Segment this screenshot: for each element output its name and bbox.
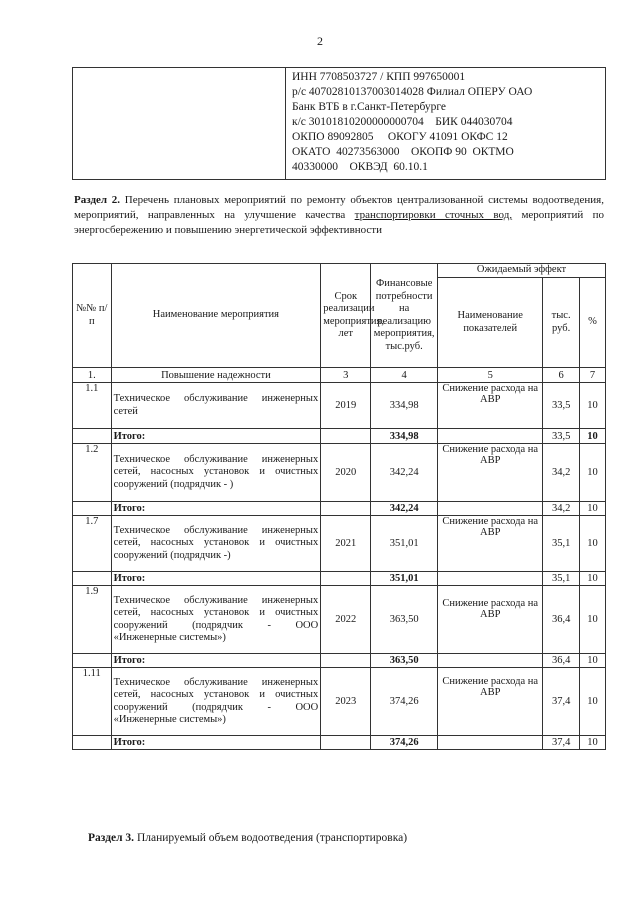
row-indicator: Снижение расхода на АВР <box>438 668 543 736</box>
index-cell: 4 <box>371 368 438 383</box>
total-effect: 34,2 <box>543 502 580 516</box>
bank-line: к/с 30101810200000000704 БИК 044030704 <box>292 116 513 128</box>
row-finance: 374,26 <box>371 668 438 736</box>
row-pct: 10 <box>579 668 605 736</box>
row-name: Техническое обслуживание инженерных сетей <box>111 383 321 429</box>
total-finance: 342,24 <box>371 502 438 516</box>
row-effect: 35,1 <box>543 516 580 572</box>
row-finance: 334,98 <box>371 383 438 429</box>
total-effect: 36,4 <box>543 654 580 668</box>
index-cell: 6 <box>543 368 580 383</box>
section2-text-before: Перечень плановых мероприятий по ремонту объектов централизованной системы водоотведения, мероприятий, направленных на улучшение качества <box>74 194 604 221</box>
total-label: Итого: <box>111 654 321 668</box>
bank-line: р/с 40702810137003014028 Филиал ОПЕРУ ОАО <box>292 86 533 98</box>
row-effect: 33,5 <box>543 383 580 429</box>
total-empty <box>73 502 112 516</box>
bank-line: 40330000 ОКВЭД 60.10.1 <box>292 161 428 173</box>
section2-text-after: мероприятий по энергосбережению и повышению энергетической эффективности <box>74 209 604 236</box>
row-name: Техническое обслуживание инженерных сетей, насосных установок и очистных сооружений (подрядчик -) <box>111 516 321 572</box>
total-label: Итого: <box>111 429 321 444</box>
index-cell: 5 <box>438 368 543 383</box>
row-finance: 351,01 <box>371 516 438 572</box>
bank-details-empty-cell <box>73 68 286 180</box>
row-num: 1.11 <box>73 668 112 736</box>
header-term: Срок реализации мероприятия, лет <box>321 264 371 368</box>
total-row <box>73 736 606 750</box>
section3-label: Раздел 3. <box>88 832 135 844</box>
table-row <box>73 444 606 502</box>
total-empty <box>73 654 112 668</box>
total-row <box>73 502 606 516</box>
row-name: Техническое обслуживание инженерных сетей, насосных установок и очистных сооружений (подрядчик - ООО «Инженерные системы») <box>111 586 321 654</box>
index-cell: Повышение надежности <box>111 368 321 383</box>
header-percent: % <box>579 278 605 368</box>
index-cell: 3 <box>321 368 371 383</box>
total-effect: 35,1 <box>543 572 580 586</box>
total-pct: 10 <box>579 654 605 668</box>
row-pct: 10 <box>579 516 605 572</box>
total-pct: 10 <box>579 736 605 750</box>
total-finance: 363,50 <box>371 654 438 668</box>
row-year: 2021 <box>321 516 371 572</box>
row-effect: 36,4 <box>543 586 580 654</box>
header-indicators: Наименование показателей <box>438 278 543 368</box>
total-empty <box>438 502 543 516</box>
total-pct: 10 <box>579 429 605 444</box>
index-cell: 1. <box>73 368 112 383</box>
index-cell: 7 <box>579 368 605 383</box>
total-empty <box>73 429 112 444</box>
total-row <box>73 572 606 586</box>
total-row <box>73 429 606 444</box>
total-pct: 10 <box>579 502 605 516</box>
total-effect: 33,5 <box>543 429 580 444</box>
table-row <box>73 586 606 654</box>
total-empty <box>73 572 112 586</box>
bank-line: Банк ВТБ в г.Санкт-Петербурге <box>292 101 447 113</box>
section2-label: Раздел 2. <box>74 194 121 206</box>
header-name: Наименование мероприятия <box>111 264 321 368</box>
total-label: Итого: <box>111 572 321 586</box>
total-label: Итого: <box>111 502 321 516</box>
row-finance: 342,24 <box>371 444 438 502</box>
total-label: Итого: <box>111 736 321 750</box>
total-finance: 334,98 <box>371 429 438 444</box>
section2-heading <box>74 193 604 238</box>
row-pct: 10 <box>579 586 605 654</box>
row-num: 1.7 <box>73 516 112 572</box>
table-row <box>73 668 606 736</box>
total-empty <box>438 654 543 668</box>
total-empty <box>438 736 543 750</box>
row-num: 1.2 <box>73 444 112 502</box>
row-pct: 10 <box>579 383 605 429</box>
row-year: 2023 <box>321 668 371 736</box>
row-year: 2020 <box>321 444 371 502</box>
row-name: Техническое обслуживание инженерных сетей, насосных установок и очистных сооружений (подрядчик - ) <box>111 444 321 502</box>
row-name: Техническое обслуживание инженерных сетей, насосных установок и очистных сооружений (подрядчик - ООО «Инженерные системы») <box>111 668 321 736</box>
section3-heading <box>88 832 407 844</box>
row-indicator: Снижение расхода на АВР <box>438 516 543 572</box>
row-year: 2022 <box>321 586 371 654</box>
total-finance: 374,26 <box>371 736 438 750</box>
section3-text: Планируемый объем водоотведения (транспортировка) <box>134 832 408 844</box>
total-empty <box>321 572 371 586</box>
section2-underlined: транспортировки сточных вод, <box>354 209 513 221</box>
total-empty <box>73 736 112 750</box>
header-expected: Ожидаемый эффект <box>438 264 606 278</box>
total-finance: 351,01 <box>371 572 438 586</box>
row-finance: 363,50 <box>371 586 438 654</box>
bank-line: ОКПО 89092805 ОКОГУ 41091 ОКФС 12 <box>292 131 508 143</box>
row-year: 2019 <box>321 383 371 429</box>
total-empty <box>438 572 543 586</box>
bank-details-cell <box>286 68 606 180</box>
row-indicator: Снижение расхода на АВР <box>438 383 543 429</box>
row-effect: 37,4 <box>543 668 580 736</box>
bank-line: ОКАТО 40273563000 ОКОПФ 90 ОКТМО <box>292 146 514 158</box>
header-thousand: тыс. руб. <box>543 278 580 368</box>
total-pct: 10 <box>579 572 605 586</box>
measures-table <box>72 263 606 750</box>
row-effect: 34,2 <box>543 444 580 502</box>
bank-details-table <box>72 67 606 180</box>
row-num: 1.1 <box>73 383 112 429</box>
table-row <box>73 383 606 429</box>
table-row <box>73 516 606 572</box>
header-finance: Финансовые потребности на реализацию мероприятия, тыс.руб. <box>371 264 438 368</box>
row-pct: 10 <box>579 444 605 502</box>
total-effect: 37,4 <box>543 736 580 750</box>
page-number: 2 <box>317 34 323 48</box>
total-empty <box>321 736 371 750</box>
bank-line: ИНН 7708503727 / КПП 997650001 <box>292 71 466 83</box>
total-empty <box>321 502 371 516</box>
row-indicator: Снижение расхода на АВР <box>438 444 543 502</box>
total-empty <box>321 429 371 444</box>
row-num: 1.9 <box>73 586 112 654</box>
index-row <box>73 368 606 383</box>
header-num: №№ п/п <box>73 264 112 368</box>
row-indicator: Снижение расхода на АВР <box>438 586 543 654</box>
total-empty <box>438 429 543 444</box>
total-row <box>73 654 606 668</box>
total-empty <box>321 654 371 668</box>
